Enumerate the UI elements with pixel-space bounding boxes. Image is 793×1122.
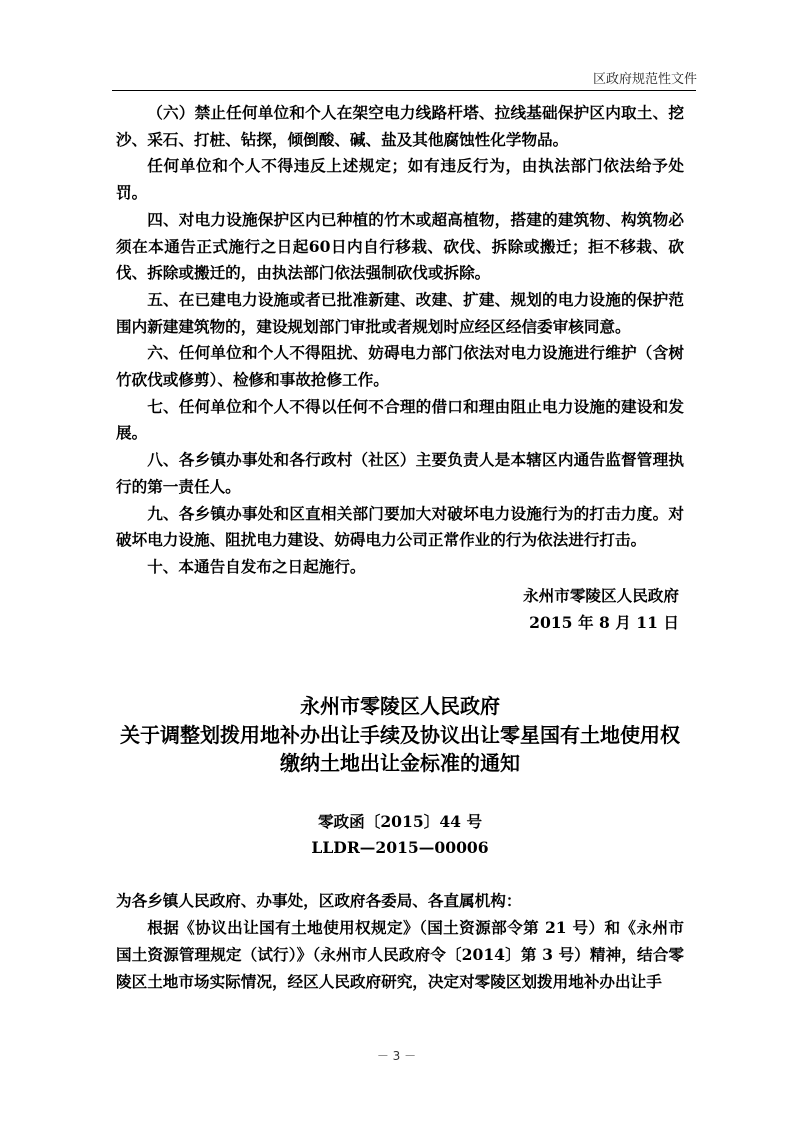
paragraph-item-5: 五、在已建电力设施或者已批准新建、改建、扩建、规划的电力设施的保护范围内新建建筑物的，建设规划部门审批或者规划时应经区经信委审核同意。 [116,289,684,336]
notice-body [116,887,684,995]
paragraph-penalty: 任何单位和个人不得违反上述规定；如有违反行为，由执法部门依法给予处罚。 [116,156,684,203]
paragraph-item-8: 八、各乡镇办事处和各行政村（社区）主要负责人是本辖区内通告监督管理执行的第一责任人。 [116,450,684,496]
header-label: 区政府规范性文件 [592,72,697,87]
header-rule [112,90,696,91]
paragraph-item-6: 六、任何单位和个人不得阻扰、妨碍电力部门依法对电力设施进行维护（含树竹砍伐或修剪）、检修和事故抢修工作。 [116,343,684,390]
title-line-1: 永州市零陵区人民政府 [300,694,500,718]
paragraph-item-7: 七、任何单位和个人不得以任何不合理的借口和理由阻止电力设施的建设和发展。 [116,396,684,443]
document-number: 零政函〔2015〕44 号 [317,812,483,831]
signature-org: 永州市零陵区人民政府 [523,586,679,605]
title-line-3: 缴纳土地出让金标准的通知 [280,751,520,775]
document-code: LLDR—2015—00006 [311,838,489,857]
paragraph-item-9: 九、各乡镇办事处和区直相关部门要加大对破坏电力设施行为的打击力度。对破坏电力设施、阻扰电力建设、妨碍电力公司正常作业的行为依法进行打击。 [116,503,684,550]
notice-title [100,692,700,778]
page-number: － 3 － [376,1049,417,1063]
addressee: 为各乡镇人民政府、办事处，区政府各委局、各直属机构： [116,891,522,910]
notice-continuation [116,100,684,581]
signature-date: 2015 年 8 月 11 日 [529,613,679,632]
paragraph-6: （六）禁止任何单位和个人在架空电力线路杆塔、拉线基础保护区内取土、挖沙、采石、打桩、钻探，倾倒酸、碱、盐及其他腐蚀性化学物品。 [116,103,684,149]
notice-paragraph-1: 根据《协议出让国有土地使用权规定》（国土资源部令第 21 号）和《永州市国土资源管理规定（试行）》（永州市人民政府令〔2014〕第 3 号）精神，结合零陵区土地市场实际情况，经区人民政府研究，决定对零陵区划拨用地补办出让手 [116,918,684,991]
paragraph-item-4: 四、对电力设施保护区内已种植的竹木或超高植物，搭建的建筑物、构筑物必须在本通告正式施行之日起60日内自行移栽、砍伐、拆除或搬迁；拒不移栽、砍伐、拆除或搬迁的，由执法部门依法强制砍伐或拆除。 [116,209,684,283]
paragraph-item-10: 十、本通告自发布之日起施行。 [147,556,366,576]
title-line-2: 关于调整划拨用地补办出让手续及协议出让零星国有土地使用权 [120,722,680,747]
